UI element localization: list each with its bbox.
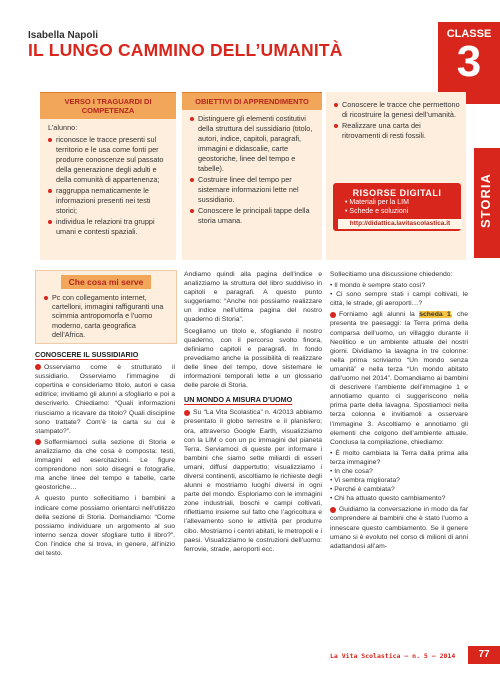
obiettivi-item: Costruire linee del tempo per sistemare informazioni lette nel sussidiario.: [190, 175, 316, 205]
question: • Il mondo è sempre stato così?: [330, 282, 426, 290]
question: • Ci sono sempre stati i campi coltivati, le città, le strade, gli aeroporti…?: [330, 291, 468, 308]
class-number: 3: [456, 37, 482, 86]
paragraph: A questo punto sollecitiamo i bambini a indicare come possiamo orientarci nell’utilizzo della sezione di Storia. Domandiamo: “Come possiamo individuare un argomento al suo interno senza dover sfogliare tutto il libro?”. Con l’indice che si trova, in genere, all’inizio del testo.: [35, 495, 175, 557]
traguardi-item: individua le relazioni tra gruppi umani e contesti spaziali.: [48, 217, 170, 237]
obiettivi-right-item: Realizzare una carta dei ritrovamenti di resti fossili.: [334, 121, 460, 141]
subject-tab-label: STORIA: [478, 173, 493, 228]
paragraph: , che presenta tre paesaggi: la Terra prima della comparsa dell’uomo, un villaggio durante il Neolitico e un ambiente attuale dei nostri giorni. Dividiamo la lavagna in tre colonne: nella prima scriviamo “Un mondo senza umanità” e nella terza “Un mondo abitato dall’uomo nel 2014”. Domandiamo ai bambini di descrivere l’ambiente dell’immagine 1 e annotiamo quanto ci suggeriscono nella prima parte della lavagna. Spostiamoci nella terza colonna e invitiamoli a osservare l’immagine 3. Ascoltiamo e annotiamo gli elementi che colgono dell’ambiente attuale. Conclusa la compilazione, chiediamo:: [330, 311, 468, 446]
obiettivi-panel: [182, 92, 322, 260]
question: • È molto cambiata la Terra dalla prima alla terza immagine?: [330, 449, 468, 466]
section-heading-sussidiario: CONOSCERE IL SUSSIDIARIO: [35, 350, 139, 359]
paragraph-marker-icon: [184, 410, 190, 416]
paragraph: Guidiamo la conversazione in modo da far comprendere ai bambini che è stato l’uomo a innescare questo cambiamento. Se il genere umano si è evoluto nel corso di milioni di anni adattandosi all’am-: [330, 506, 468, 550]
paragraph: Sollecitiamo una discussione chiedendo:: [330, 271, 453, 278]
paragraph: Osserviamo come è strutturato il sussidiario. Osserviamo l’immagine di copertina e consideriamo titolo, autori e casa editrice; invitiamo gli alunni a sfogliarlo e poi a descriverlo. Chiediamo: “Quali informazioni riusciamo a ricavare da titolo? Quali discipline sono trattate? Com’è la carta su cui è stampato?”.: [35, 364, 175, 435]
paragraph-marker-icon: [330, 507, 336, 513]
traguardi-item: raggruppa nematicamente le informazioni presenti nei testi storici;: [48, 186, 170, 216]
question: • In che cosa?: [330, 467, 373, 475]
traguardi-panel: [40, 92, 176, 260]
paragraph-marker-icon: [35, 439, 41, 445]
column-3: [330, 270, 468, 553]
obiettivi-item: Conoscere le principali tappe della storia umana.: [190, 206, 316, 226]
risorse-link[interactable]: http://didattica.lavitascolastica.it: [338, 219, 462, 229]
column-1: [35, 350, 175, 560]
materials-box: [35, 270, 177, 344]
scheda-highlight: scheda 1: [419, 311, 451, 319]
risorse-title: RISORSE DIGITALI: [352, 188, 442, 198]
paragraph-marker-icon: [35, 364, 41, 370]
page-number: 77: [468, 646, 500, 664]
paragraph: Forniamo agli alunni la: [339, 311, 415, 319]
paragraph: Scegliamo un titolo e, sfogliando il nostro quaderno, con il percorso svolto finora, definiamo capitoli e paragrafi. In fondo prevediamo anche la possibilità di realizzare delle linee del tempo, dove sistemare le informazioni temporali lette e un glossario delle parole di Storia.: [184, 327, 322, 390]
page-title: IL LUNGO CAMMINO DELL’UMANITÀ: [28, 40, 343, 60]
question: • Chi ha attuato questo cambiamento?: [330, 495, 446, 503]
subject-tab: [474, 148, 500, 258]
materials-heading: Che cosa mi serve: [61, 275, 151, 289]
paragraph-marker-icon: [330, 312, 336, 318]
obiettivi-right-item: Conoscere le tracce che permettono di ricostruire la genesi dell’umanità.: [334, 100, 460, 120]
obiettivi-right-panel: [326, 92, 466, 260]
obiettivi-item: Distinguere gli elementi costitutivi della struttura del sussidiario (titolo, autori, indice, capitoli, paragrafi, immagini e didascalie, carte geostoriche, linee del tempo e tabelle).: [190, 114, 316, 174]
risorse-item: • Materiali per la LIM: [345, 199, 409, 206]
question: • Perché è cambiata?: [330, 486, 395, 494]
publication-footer: La Vita Scolastica – n. 5 – 2014: [330, 652, 456, 660]
paragraph: Andiamo quindi alla pagina dell’indice e analizziamo la struttura del libro suddiviso in capitoli e paragrafi. A questo punto suggeriamo: “Anche noi possiamo realizzare un indice nell’ultima pagina del nostro quaderno di Storia”.: [184, 271, 322, 324]
paragraph: Soffermiamoci sulla sezione di Storia e analizziamo da che cosa è composta: testi, immagini ed esercitazioni. Le figure comprendono non solo disegni e fotografie, ma anche linee del tempo e tabelle, carte geostoriche…: [35, 438, 175, 492]
section-heading-mondo: UN MONDO A MISURA D’UOMO: [184, 395, 293, 405]
risorse-item: • Schede e soluzioni: [345, 208, 409, 215]
materials-text: Pc con collegamento internet, cartelloni, immagini raffiguranti una scimmia antropomorfa e l’uomo moderno, carta geografica dell’Africa.: [44, 293, 170, 339]
paragraph: Su “La Vita Scolastica” n. 4/2013 abbiamo presentato il globo terrestre e il planisfero; ora, attraverso Google Earth, visualizziamo con la LIM o con un pc immagini del pianeta Terra. Serviamoci di queste per informare i bambini che siamo sette miliardi di esseri umani, diffusi dappertutto; visualizziamo i diversi continenti, ascoltiamo le richieste degli alunni e mostriamo luoghi diversi in ogni parte del mondo. Esploriamo con le immagini zone industriali, boschi e campi coltivati, riflettiamo insieme sul fatto che l’agricoltura e l’allevamento sono le attività per produrre cibo. Mostriamo i centri abitati, le metropoli e i paesi. Visualizziamo le costruzioni dell’uomo: ferrovie, strade, aeroporti ecc.: [184, 409, 322, 553]
traguardi-item: riconosce le tracce presenti sul territorio e le usa come fonti per produrre conoscenze sul passato della generazione degli adulti e della comunità di appartenenza;: [48, 135, 170, 185]
question: • Vi sembra migliorata?: [330, 477, 400, 485]
traguardi-heading: VERSO I TRAGUARDI DI COMPETENZA: [40, 92, 176, 119]
traguardi-intro: L’alunno:: [48, 123, 78, 132]
obiettivi-heading: OBIETTIVI DI APPRENDIMENTO: [182, 92, 322, 110]
class-label: CLASSE: [446, 28, 492, 40]
author-name: Isabella Napoli: [28, 30, 99, 41]
column-2: [184, 270, 322, 556]
